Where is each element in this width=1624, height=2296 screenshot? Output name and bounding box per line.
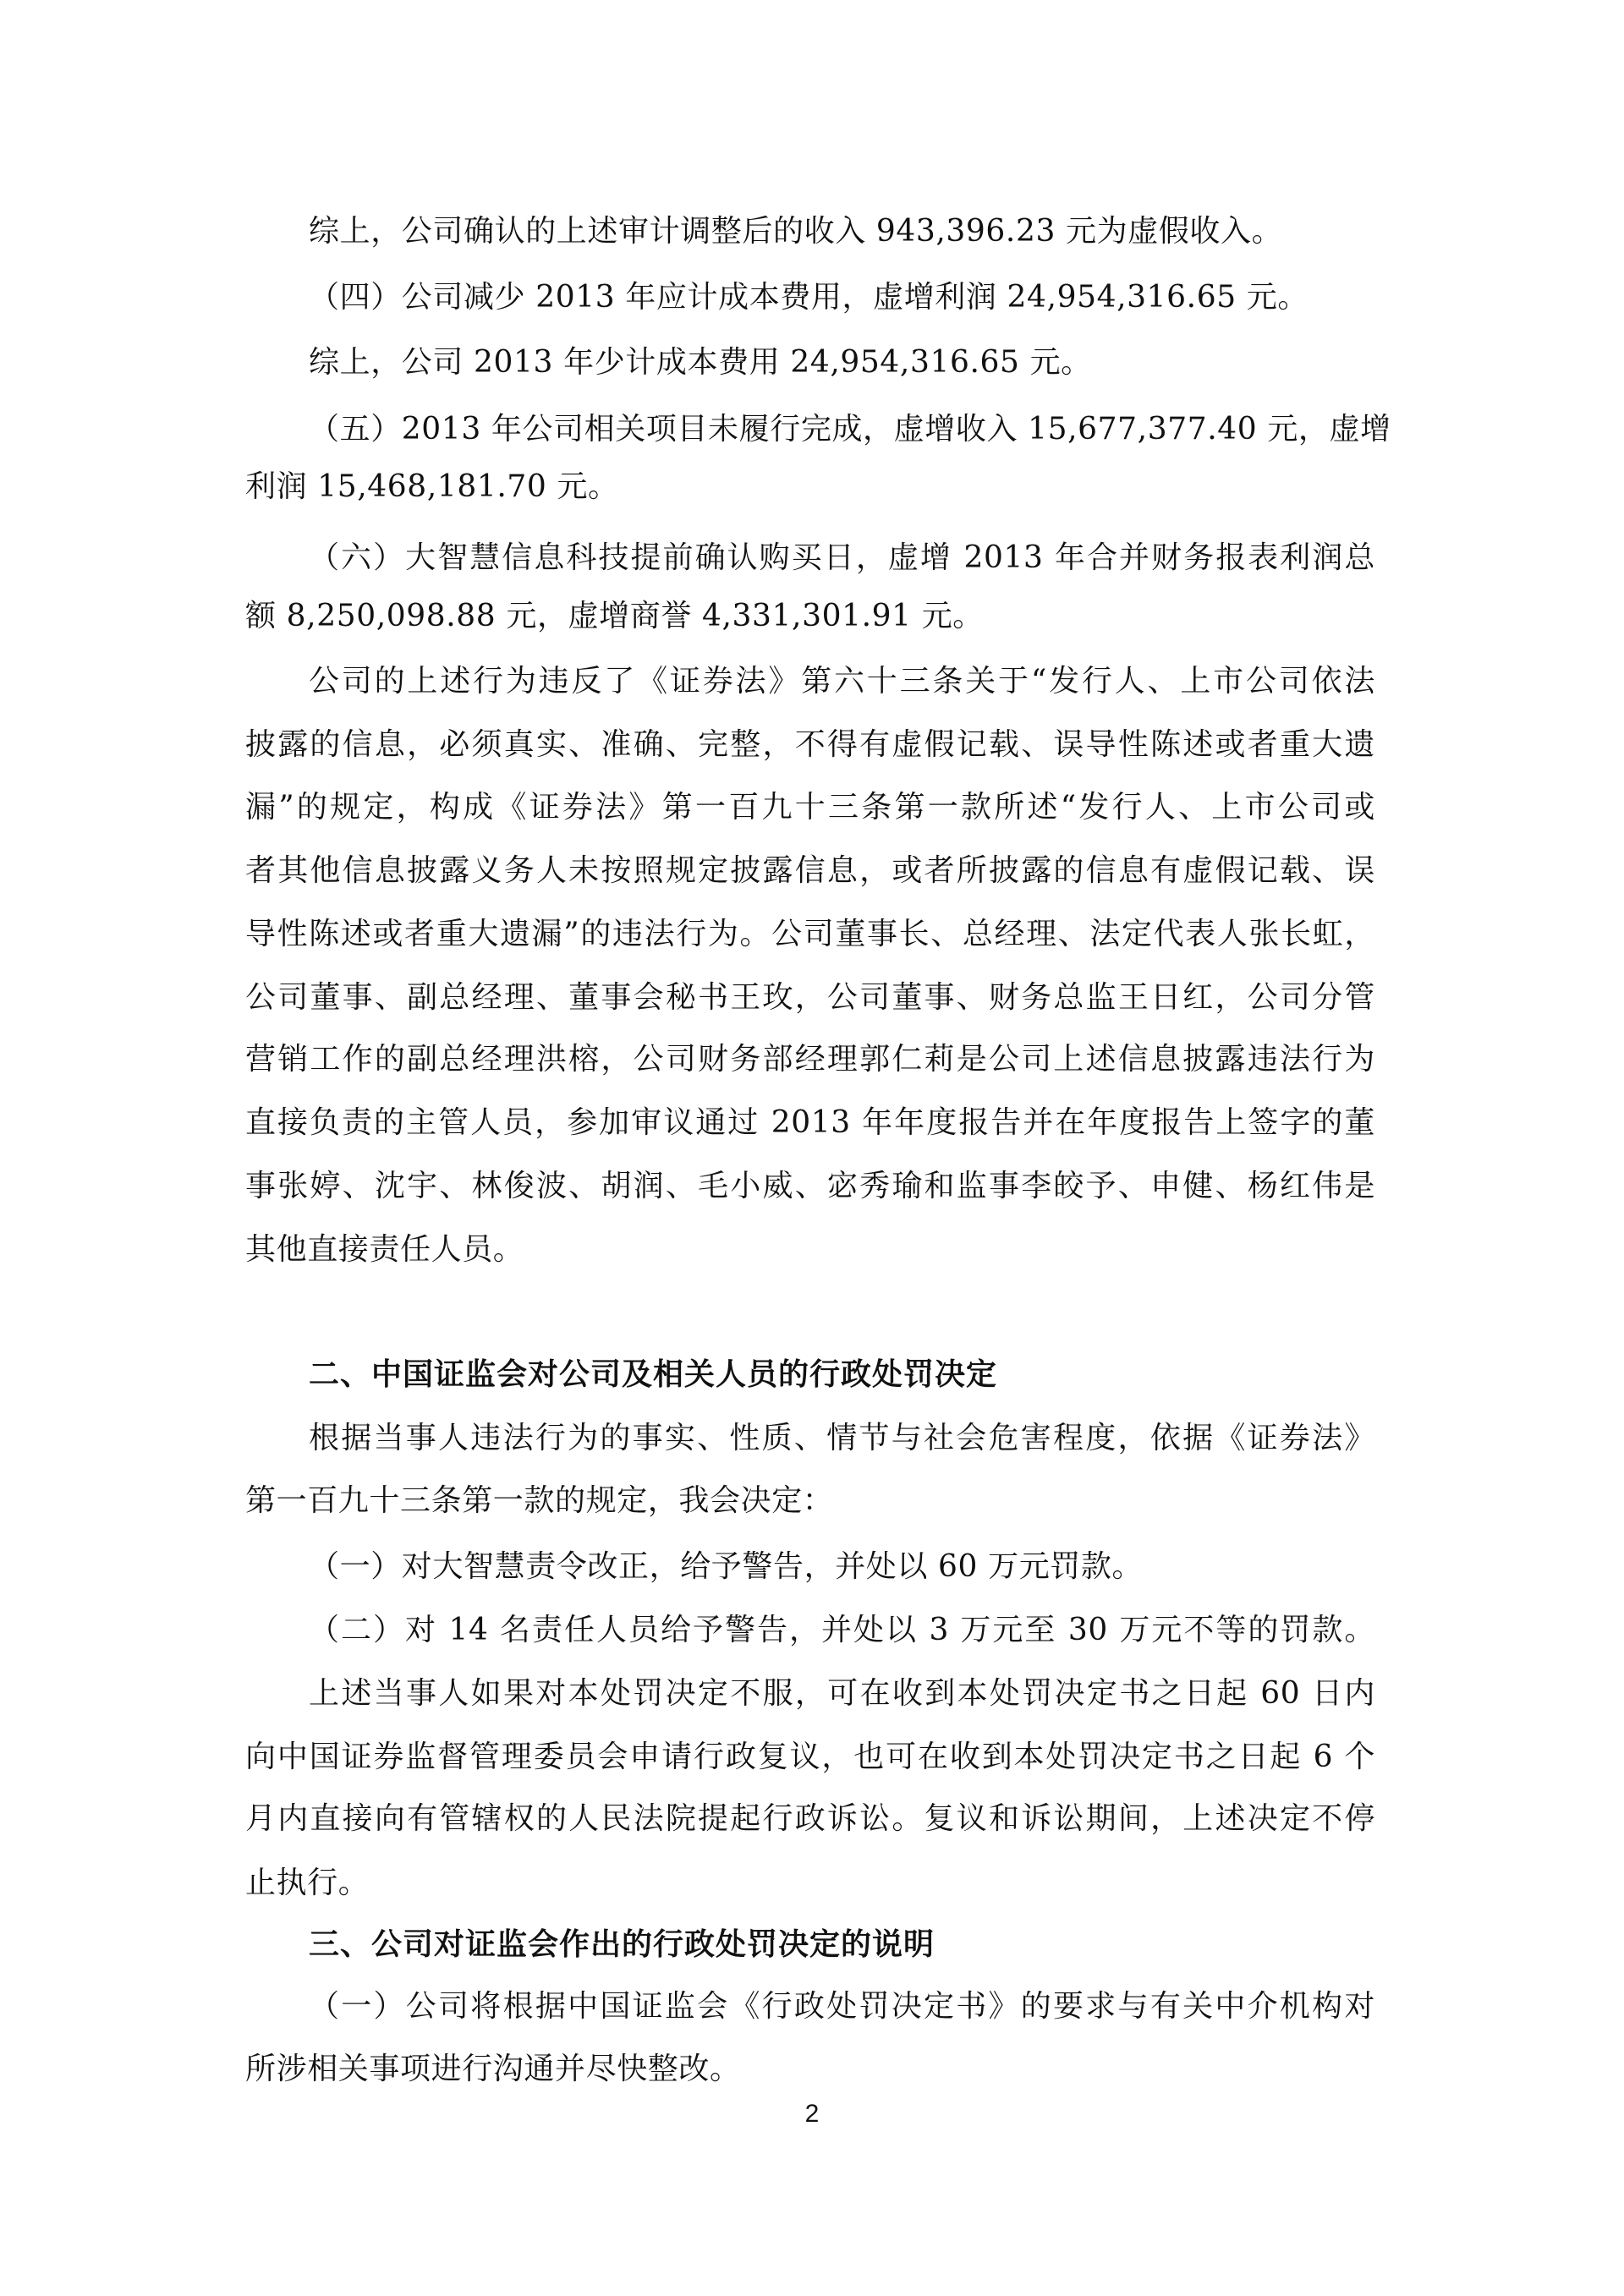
paragraph-line: 根据当事人违法行为的事实、性质、情节与社会危害程度，依据《证券法》	[309, 1421, 1375, 1455]
paragraph-line: 利润 15,468,181.70 元。	[245, 469, 619, 504]
paragraph-line: 综上，公司 2013 年少计成本费用 24,954,316.65 元。	[309, 345, 1092, 380]
paragraph-line: （五）2013 年公司相关项目未履行完成，虚增收入 15,677,377.40 元，虚增	[309, 412, 1391, 447]
paragraph-line: 月内直接向有管辖权的人民法院提起行政诉讼。复议和诉讼期间，上述决定不停	[245, 1801, 1375, 1836]
paragraph-line: （六）大智慧信息科技提前确认购买日，虚增 2013 年合并财务报表利润总	[309, 540, 1375, 575]
paragraph-line: （一）对大智慧责令改正，给予警告，并处以 60 万元罚款。	[309, 1549, 1144, 1584]
paragraph-line: 公司的上述行为违反了《证券法》第六十三条关于“发行人、上市公司依法	[309, 664, 1375, 699]
section-heading-2: 二、中国证监会对公司及相关人员的行政处罚决定	[309, 1357, 998, 1392]
paragraph-line: 上述当事人如果对本处罚决定不服，可在收到本处罚决定书之日起 60 日内	[309, 1676, 1375, 1711]
page-number: 2	[804, 2100, 820, 2128]
paragraph-line: 向中国证券监督管理委员会申请行政复议，也可在收到本处罚决定书之日起 6 个	[245, 1740, 1375, 1774]
paragraph-line: 营销工作的副总经理洪榕，公司财务部经理郭仁莉是公司上述信息披露违法行为	[245, 1042, 1375, 1077]
paragraph-line: 直接负责的主管人员，参加审议通过 2013 年年度报告并在年度报告上签字的董	[245, 1105, 1375, 1140]
paragraph-line: 综上，公司确认的上述审计调整后的收入 943,396.23 元为虚假收入。	[309, 214, 1283, 249]
paragraph-line: 公司董事、副总经理、董事会秘书王玫，公司董事、财务总监王日红，公司分管	[245, 980, 1375, 1015]
paragraph-line: （四）公司减少 2013 年应计成本费用，虚增利润 24,954,316.65 元。	[309, 280, 1309, 315]
paragraph-line: 披露的信息，必须真实、准确、完整，不得有虚假记载、误导性陈述或者重大遗	[245, 727, 1375, 762]
paragraph-line: 导性陈述或者重大遗漏”的违法行为。公司董事长、总经理、法定代表人张长虹，	[245, 917, 1375, 951]
paragraph-line: （二）对 14 名责任人员给予警告，并处以 3 万元至 30 万元不等的罚款。	[309, 1613, 1375, 1647]
paragraph-line: 止执行。	[245, 1866, 370, 1900]
paragraph-line: 额 8,250,098.88 元，虚增商誉 4,331,301.91 元。	[245, 599, 984, 633]
section-heading-3: 三、公司对证监会作出的行政处罚决定的说明	[309, 1927, 935, 1962]
paragraph-line: 其他直接责任人员。	[245, 1232, 524, 1267]
paragraph-line: 漏”的规定，构成《证券法》第一百九十三条第一款所述“发行人、上市公司或	[245, 790, 1375, 825]
paragraph-line: 所涉相关事项进行沟通并尽快整改。	[245, 2052, 741, 2086]
paragraph-line: 事张婷、沈宇、林俊波、胡润、毛小威、宓秀瑜和监事李皎予、申健、杨红伟是	[245, 1169, 1375, 1203]
paragraph-line: 第一百九十三条第一款的规定，我会决定：	[245, 1483, 834, 1518]
paragraph-line: （一）公司将根据中国证监会《行政处罚决定书》的要求与有关中介机构对	[309, 1989, 1375, 2024]
paragraph-line: 者其他信息披露义务人未按照规定披露信息，或者所披露的信息有虚假记载、误	[245, 853, 1375, 888]
